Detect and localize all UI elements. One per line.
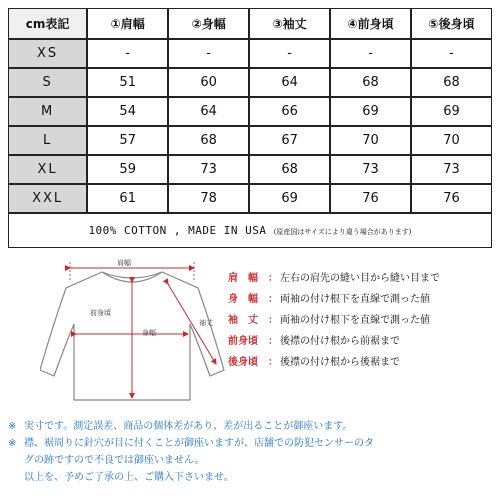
note-text: グの跡ですので不良では御座いません。 [24,455,205,466]
table-cell: 68 [411,68,492,97]
table-cell: 69 [249,184,330,213]
material-note-cell [8,213,492,248]
table-cell: 51 [87,68,168,97]
note-text: 襟、裾周りに針穴が目に付くことが御座いますが、店舗での防犯センサーのタ [24,438,374,449]
legend-row: 前身頃 ： 後襟の付け根から前裾まで [228,329,498,350]
legend-term: 前身頃 [228,336,258,347]
table-cell: - [87,39,168,68]
note-line [8,418,496,435]
table-cell: 67 [249,126,330,155]
material-note: 100% COTTON , MADE IN USA [88,224,267,237]
table-cell: - [249,39,330,68]
table-cell: 76 [330,184,411,213]
table-cell: 76 [411,184,492,213]
legend-term: 身 幅 [228,294,258,305]
size-label: S [8,68,87,97]
legend-row: 後身頃 ： 後襟の付け根から後裾まで [228,350,498,371]
legend-term: 後身頃 [228,357,258,368]
note-text: 実寸です。測定誤差、商品の個体差があり、差が出ることが御座います。 [24,421,353,432]
header-sleeve: ③袖丈 [249,8,330,39]
diagram-label-body-width: 身幅 [142,329,156,337]
table-cell: 57 [87,126,168,155]
table-cell: 61 [87,184,168,213]
table-row [8,126,492,155]
size-label: XS [8,39,87,68]
size-label: M [8,97,87,126]
table-cell: - [168,39,249,68]
size-label: XXL [8,184,87,213]
table-row [8,97,492,126]
table-row [8,39,492,68]
table-cell: 64 [168,97,249,126]
table-header-row [8,8,492,39]
legend-term: 肩 幅 [228,273,258,284]
table-row [8,184,492,213]
table-cell: 70 [330,126,411,155]
legend-row: 袖 丈 ： 両袖の付け根下を直線で測った値 [228,308,498,329]
material-note-row [8,213,492,248]
note-line [8,452,496,469]
note-line [8,435,496,452]
diagram-label-front-length: 前身頃 [90,309,111,317]
table-cell: 78 [168,184,249,213]
table-cell: 68 [249,155,330,184]
table-cell: 69 [411,97,492,126]
legend-row: 身 幅 ： 両袖の付け根下を直線で測った値 [228,287,498,308]
notes-section [8,418,496,486]
header-unit: cm表記 [8,8,87,39]
legend-desc: 両袖の付け根下を直線で測った値 [280,315,430,326]
origin-note: (原産国はサイズにより違う場合があります) [273,228,412,236]
legend-desc: 左右の肩先の縫い目から縫い目まで [280,273,440,284]
legend-row: 肩 幅 ： 左右の肩先の縫い目から縫い目まで [228,266,498,287]
header-back-length: ⑤後身頃 [411,8,492,39]
table-cell: 60 [168,68,249,97]
size-label: L [8,126,87,155]
table-cell: 68 [168,126,249,155]
measurement-legend [228,266,498,371]
legend-term: 袖 丈 [228,315,258,326]
table-cell: - [330,39,411,68]
table-cell: 66 [249,97,330,126]
note-mark: ※ [8,421,17,432]
table-cell: 68 [330,68,411,97]
table-cell: 64 [249,68,330,97]
legend-desc: 両袖の付け根下を直線で測った値 [280,294,430,305]
header-shoulder: ①肩幅 [87,8,168,39]
diagram-label-shoulder: 肩幅 [117,259,131,267]
diagram-label-sleeve: 袖丈 [199,319,213,327]
table-cell: 73 [411,155,492,184]
table-cell: 70 [411,126,492,155]
note-mark: ※ [8,438,17,449]
table-cell: - [411,39,492,68]
shirt-diagram [40,258,230,408]
header-front-length: ④前身頃 [330,8,411,39]
note-line [8,469,496,486]
table-row [8,155,492,184]
table-cell: 59 [87,155,168,184]
size-label: XL [8,155,87,184]
header-body-width: ②身幅 [168,8,249,39]
legend-desc: 後襟の付け根から前裾まで [280,336,400,347]
table-cell: 73 [330,155,411,184]
size-table [8,8,492,248]
legend-desc: 後襟の付け根から後裾まで [280,357,400,368]
table-row [8,68,492,97]
table-cell: 54 [87,97,168,126]
table-cell: 69 [330,97,411,126]
table-cell: 73 [168,155,249,184]
note-text: 以上を、予めご了承の上、ご購入下さいませ。 [24,472,234,483]
